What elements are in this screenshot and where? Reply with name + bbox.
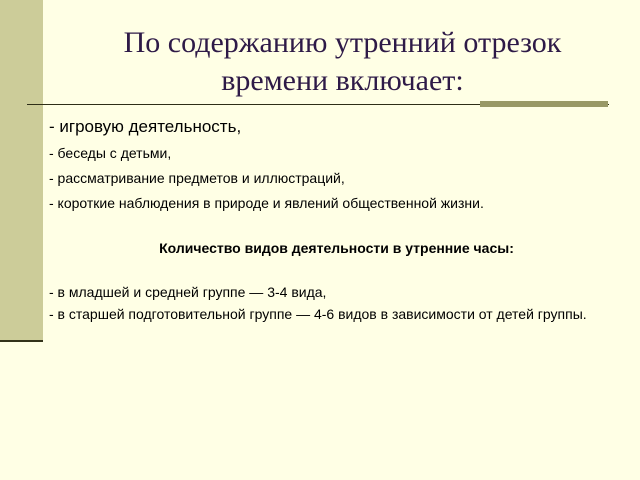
left-decorative-bar — [0, 0, 43, 340]
title-line-1: По содержанию утренний отрезок — [123, 26, 562, 59]
group-item: - в младшей и средней группе — 3-4 вида, — [49, 284, 327, 300]
activity-item: - короткие наблюдения в природе и явлений общественной жизни. — [49, 195, 484, 211]
activity-item: - игровую деятельность, — [49, 117, 242, 136]
slide-body — [49, 116, 624, 323]
left-bar-underline — [0, 340, 43, 342]
group-item: - в старшей подготовительной группе — 4-6 видов в зависимости от детей группы. — [49, 306, 587, 322]
activity-item: - рассматривание предметов и иллюстраций, — [49, 170, 345, 186]
activity-item: - беседы с детьми, — [49, 145, 172, 161]
activities-count-heading: Количество видов деятельности в утренние часы: — [159, 240, 514, 256]
slide-title — [45, 24, 640, 100]
title-accent-bar — [480, 101, 608, 107]
title-line-2: времени включает: — [221, 64, 464, 97]
